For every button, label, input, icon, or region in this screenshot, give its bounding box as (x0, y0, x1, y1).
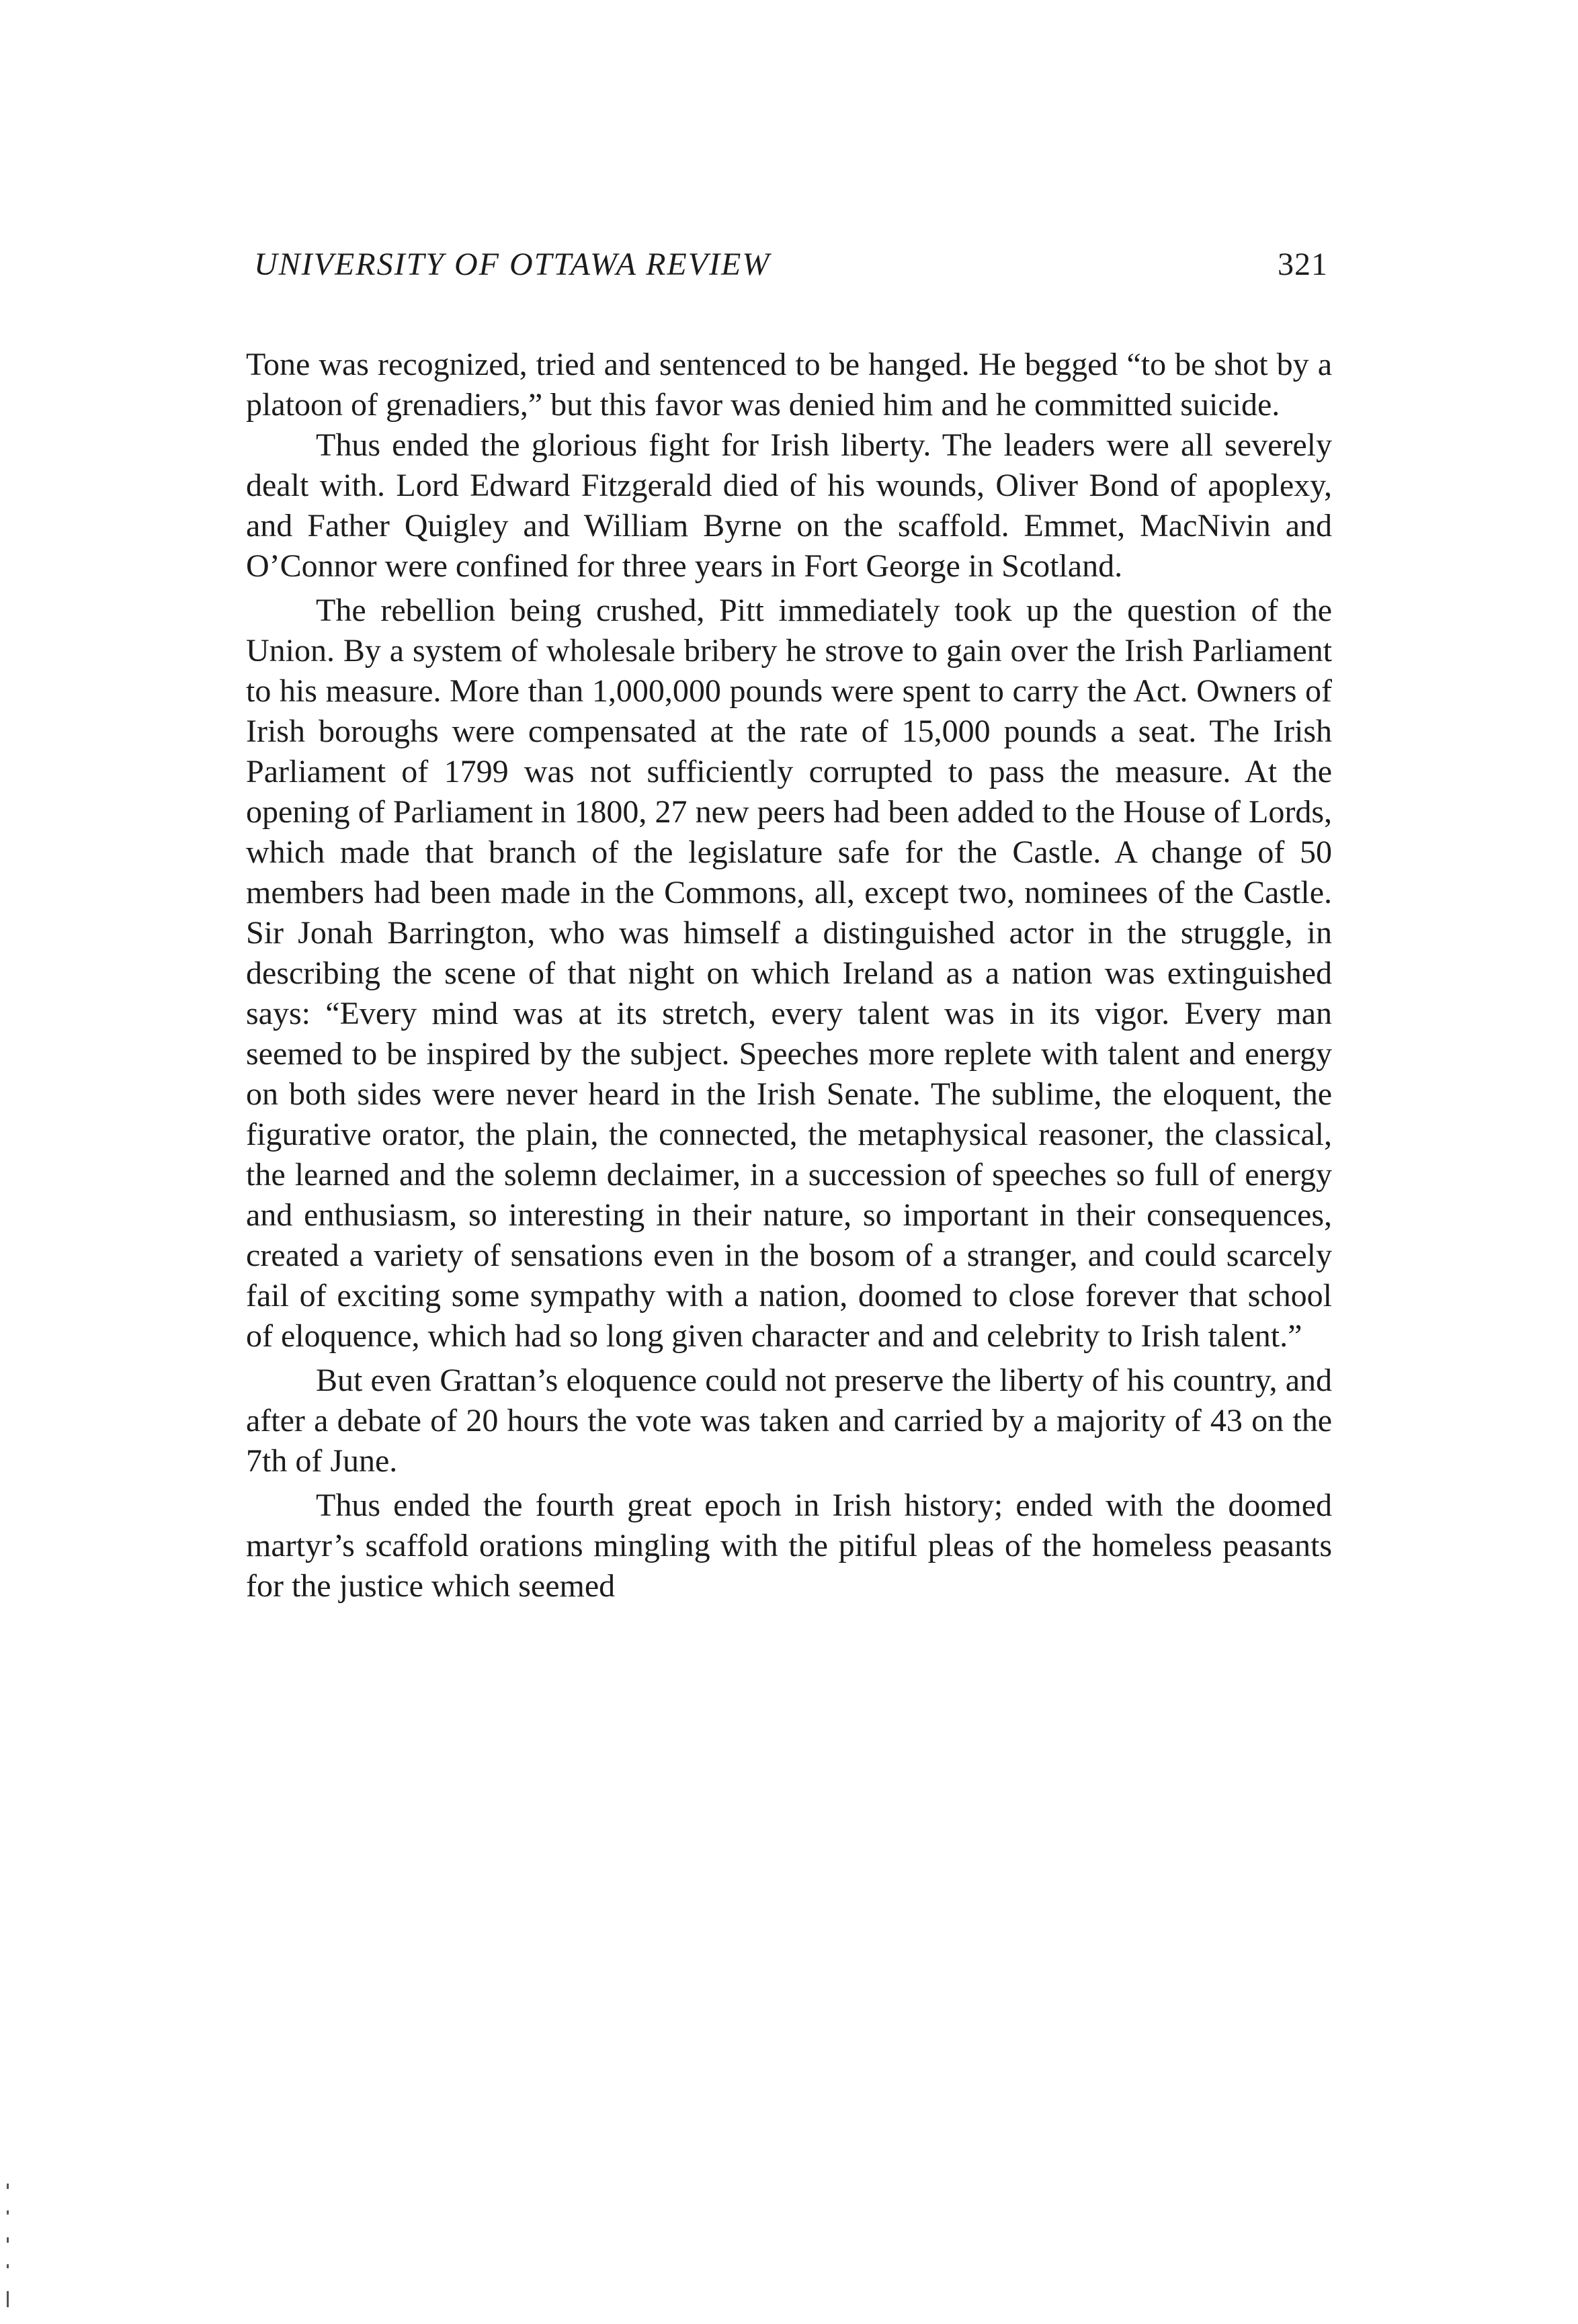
paragraph-union-bribery: The rebellion being crushed, Pitt immediately took up the question of the Union. By a system of wholesale bribery he strove to gain over the Irish Parliament to his measure. More than 1,000,000 pounds were spent to carry the Act. Owners of Irish boroughs were compensated at the rate of 15,000 pounds a seat. The Irish Parliament of 1799 was not sufficiently corrupted to pass the measure. At the opening of Parliament in 1800, 27 new peers had been added to the House of Lords, which made that branch of the legislature safe for the Castle. A change of 50 members had been made in the Commons, all, except two, nominees of the Castle. Sir Jonah Barrington, who was himself a distinguished actor in the struggle, in describing the scene of that night on which Ireland as a nation was extinguished says: “Every mind was at its stretch, every talent was in its vigor. Every man seemed to be inspired by the subject. Speeches more replete with talent and energy on both sides were never heard in the Irish Senate. The sublime, the eloquent, the figurative orator, the plain, the connected, the metaphysical reasoner, the classical, the learned and the solemn declaimer, in a succession of speeches so full of energy and enthusiasm, so interesting in their nature, so important in their consequences, created a variety of sensations even in the bosom of a stranger, and could scarcely fail of exciting some sympathy with a nation, doomed to close forever that school of eloquence, which had so long given character and and celebrity to Irish talent.” (246, 593, 1332, 1354)
paragraph-fight-ended: Thus ended the glorious fight for Irish liberty. The leaders were all severely dealt with. Lord Edward Fitzgerald died of his wounds, Oliver Bond of apoplexy, and Father Quigley and William Byrne on the scaffold. Emmet, MacNivin and O’Connor were confined for three years in Fort George in Scotland. (246, 427, 1332, 584)
scan-edge-marks (7, 2184, 11, 2318)
page-number: 321 (1278, 247, 1328, 282)
running-title: UNIVERSITY OF OTTAWA REVIEW (254, 247, 771, 282)
page-header (254, 246, 1328, 286)
body-text (246, 345, 1332, 1606)
paragraph-grattan-eloquence: But even Grattan’s eloquence could not preserve the liberty of his country, and after a debate of 20 hours the vote was taken and carried by a majority of 43 on the 7th of June. (246, 1363, 1332, 1479)
paragraph-tone-sentenced: Tone was recognized, tried and sentenced to be hanged. He begged “to be shot by a platoon of grenadiers,” but this favor was denied him and he committed suicide. (246, 347, 1332, 423)
paragraph-fourth-epoch: Thus ended the fourth great epoch in Irish history; ended with the doomed martyr’s scaffold orations mingling with the pitiful pleas of the homeless peasants for the justice which seemed (246, 1488, 1332, 1604)
